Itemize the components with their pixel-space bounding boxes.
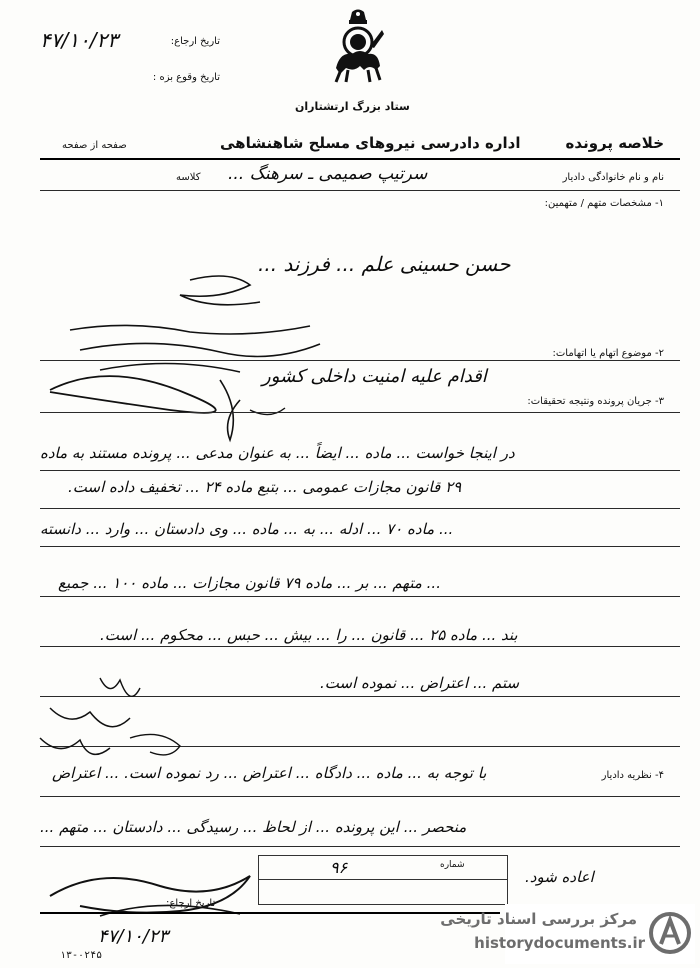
prosecutor-name-label: نام و نام خانوادگی دادیار — [562, 172, 664, 183]
findings-line-2: ۲۹ قانون مجازات عمومی ... بتبع ماده ۲۴ ... تخفیف داده است. — [68, 478, 462, 496]
prosecutor-name-value: سرتیپ صمیمی ـ سرهنگ ... — [228, 164, 428, 184]
ruled-line — [40, 546, 680, 547]
section3-label: ۳- جریان پرونده ونتیجه تحقیقات: — [527, 396, 664, 407]
archive-watermark — [440, 904, 695, 964]
opinion-line-1: با توجه به ... ماده ... دادگاه ... اعتراض ... رد نموده است. ... اعتراض — [52, 764, 487, 782]
section1-label: ۱- مشخصات متهم / متهمین: — [544, 198, 664, 209]
reviewer-signatures-icon — [30, 668, 210, 778]
accused-name: حسن حسینی علم ... فرزند ... — [258, 252, 511, 276]
summary-title: خلاصه پرونده — [565, 134, 664, 152]
ruled-line — [40, 596, 680, 597]
section4-label: ۴- نظریه دادیار — [601, 770, 664, 781]
section2-label: ۲- موضوع اتهام یا اتهامات: — [552, 348, 664, 359]
watermark-url: historydocuments.ir — [474, 934, 645, 952]
ruled-line — [40, 646, 680, 647]
bottom-signature-icon — [40, 856, 270, 926]
findings-line-3: ... ماده ۷۰ ... ادله ... به ... ماده ... وی دادستان ... وارد ... دانسته — [40, 520, 454, 538]
ruled-line — [40, 360, 680, 361]
lion-and-sun-emblem-icon — [330, 8, 386, 88]
footer-rule — [40, 912, 500, 914]
title-underline — [40, 158, 680, 160]
ruled-line — [40, 508, 680, 509]
office-title: اداره دادرسی نیروهای مسلح شاهنشاهی — [220, 134, 521, 152]
footer-reference-date-label: تاریخ ارجاع: — [166, 898, 216, 909]
accusation-subject: اقدام علیه امنیت داخلی کشور — [262, 366, 487, 387]
emblem-caption: ستاد بزرگ ارتشتاران — [295, 100, 410, 113]
stamp-label: شماره — [440, 860, 465, 870]
incident-date-label: تاریخ وقوع بزه : — [152, 72, 220, 83]
archive-logo-icon — [649, 910, 691, 956]
footer-date-value: ۴۷/۱۰/۲۳ — [98, 926, 169, 947]
ruled-line — [40, 412, 680, 413]
opinion-line-2: منحصر ... این پرونده ... از لحاظ ... رسیدگی ... دادستان ... متهم ... — [40, 818, 467, 836]
ruled-line — [40, 796, 680, 797]
reference-date-label: تاریخ ارجاع: — [170, 36, 220, 47]
ruled-line — [40, 190, 680, 191]
ruled-line — [40, 846, 680, 847]
form-number: ۱۳-۰۲۴۵ — [60, 950, 103, 961]
opinion-line-3: اعاده شود. — [525, 868, 594, 886]
findings-line-6: ستم ... اعتراض ... نموده است. — [320, 674, 520, 692]
reference-date-value: ۴۷/۱۰/۲۳ — [40, 28, 118, 52]
registry-stamp — [258, 855, 508, 905]
watermark-title: مرکز بررسی اسناد تاریخی — [440, 910, 637, 928]
findings-line-4: ... متهم ... بر ... ماده ۷۹ قانون مجازات ... ماده ۱۰۰ ... جمیع — [58, 574, 441, 592]
stamp-number: ۹۶ — [330, 858, 348, 877]
ruled-line — [40, 470, 680, 471]
findings-line-1: در اینجا خواست ... ماده ... ایضاً ... به عنوان مدعی ... پرونده مستند به ماده — [40, 444, 515, 462]
class-label: کلاسه — [176, 172, 201, 183]
stamp-divider — [258, 879, 508, 880]
findings-line-5: بند ... ماده ۲۵ ... قانون ... را ... بیش ... حبس ... محکوم ... است. — [100, 626, 518, 644]
page-of-labels: صفحه از صفحه — [62, 140, 127, 151]
